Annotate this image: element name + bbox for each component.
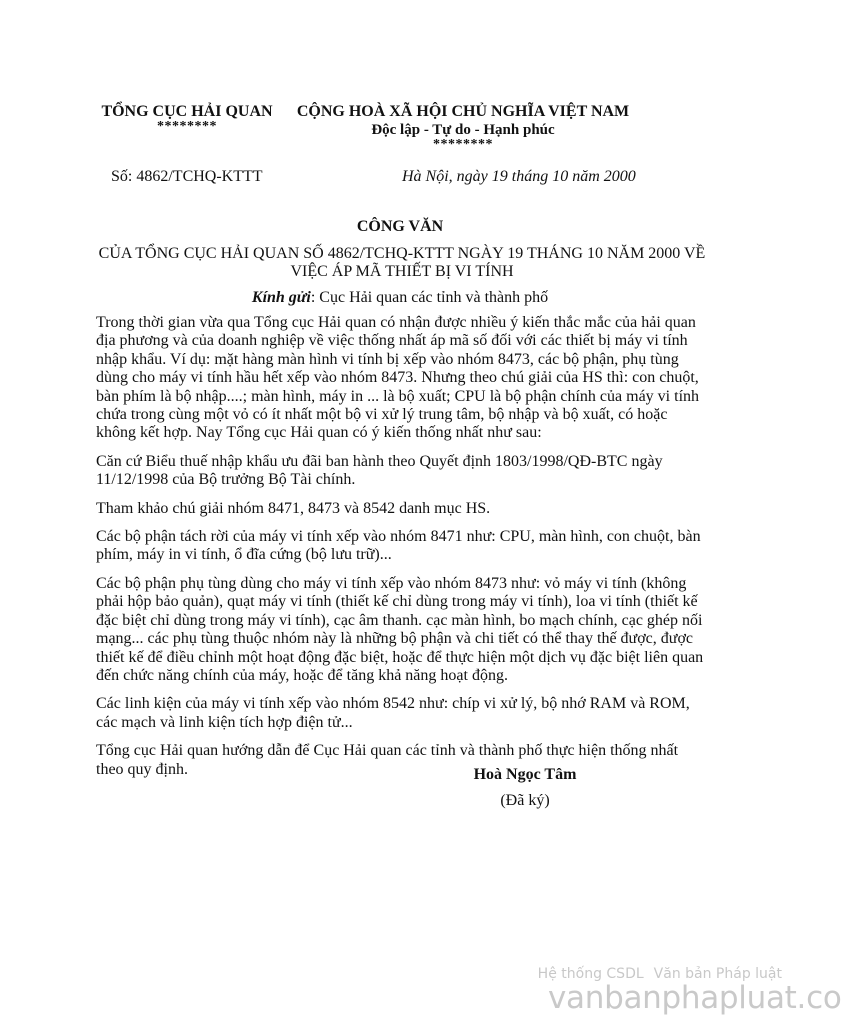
recipient-label: Kính gửi <box>251 289 311 306</box>
country-name: CỘNG HOÀ XÃ HỘI CHỦ NGHĨA VIỆT NAM <box>296 103 630 120</box>
body-paragraph: Tổng cục Hải quan hướng dẫn để Cục Hải quan các tỉnh và thành phố thực hiện thống nhất theo quy định. <box>96 742 679 778</box>
body-paragraph: Các linh kiện của máy vi tính xếp vào nhóm 8542 như: chíp vi xử lý, bộ nhớ RAM và ROM, các mạch và linh kiện tích hợp điện tử... <box>96 695 690 731</box>
body-paragraph: Các bộ phận tách rời của máy vi tính xếp vào nhóm 8471 như: CPU, màn hình, con chuột, bàn phím, máy in vi tính, ổ đĩa cứng (bộ lưu trữ)... <box>96 528 701 564</box>
document-number: Số: 4862/TCHQ-KTTT <box>111 168 263 185</box>
watermark-site: vanbanphapluat.co <box>548 980 842 1016</box>
body-paragraph: Căn cứ Biểu thuế nhập khẩu ưu đãi ban hành theo Quyết định 1803/1998/QĐ-BTC ngày 11/12/1998 của Bộ trưởng Bộ Tài chính. <box>96 452 663 489</box>
recipient-line <box>0 289 800 307</box>
signature-status: (Đã ký) <box>500 792 550 809</box>
signer-name: Hoà Ngọc Tâm <box>473 766 577 783</box>
document-date: Hà Nội, ngày 19 tháng 10 năm 2000 <box>402 168 636 185</box>
document-title: CỦA TỔNG CỤC HẢI QUAN SỐ 4862/TCHQ-KTTT NGÀY 19 THÁNG 10 NĂM 2000 VỀ VIỆC ÁP MÃ THIẾT BỊ VI TÍNH <box>98 245 706 280</box>
body-paragraph: Các bộ phận phụ tùng dùng cho máy vi tính xếp vào nhóm 8473 như: vỏ máy vi tính (không phải hộp bảo quản), quạt máy vi tính (thiết kế chỉ dùng trong máy vi tính), loa vi tính (thiết kế đặc biệt chỉ dùng trong máy vi tính), cạc âm thanh. cạc màn hình, bo mạch chính, cạc ghép nối mạng... các phụ tùng thuộc nhóm này là những bộ phận và chi tiết có thể thay thế được, được thiết kế để điều chỉnh một hoạt động đặc biệt, hoặc để thực hiện một dịch vụ đặc biệt liên quan đến chức năng chính của máy, hoặc để tăng khả năng hoạt động. <box>96 574 704 684</box>
body-paragraph: Trong thời gian vừa qua Tổng cục Hải quan có nhận được nhiều ý kiến thắc mắc của hải quan địa phương và của doanh nghiệp về việc thống nhất áp mã số đối với các thiết bị máy vi tính nhập khẩu. Ví dụ: mặt hàng màn hình vi tính bị xếp vào nhóm 8473, các bộ phận, phụ tùng dùng cho máy vi tính hầu hết xếp vào nhóm 8473. Nhưng theo chú giải của HS thì: con chuột, bàn phím là bộ nhập....; màn hình, máy in ... là bộ xuất; CPU là bộ phận chính của máy vi tính chứa trong cùng một vỏ có ít nhất một bộ vi xử lý trung tâm, bộ nhập và bộ xuất, có hoặc không kết hợp. Nay Tổng cục Hải quan có ý kiến thống nhất như sau: <box>96 314 700 442</box>
motto-separator: ******** <box>433 137 493 152</box>
recipient-text: : Cục Hải quan các tỉnh và thành phố <box>310 289 549 306</box>
body-paragraph: Tham khảo chú giải nhóm 8471, 8473 và 8542 danh mục HS. <box>96 499 491 517</box>
national-motto-block <box>292 102 634 151</box>
national-motto: Độc lập - Tự do - Hạnh phúc <box>371 122 555 138</box>
agency-separator: ******** <box>157 119 217 134</box>
document-body <box>96 314 708 789</box>
watermark-tagline-a: Hệ thống CSDL <box>537 966 644 982</box>
issuing-agency-block <box>98 102 276 133</box>
watermark-tagline-b: Văn bản Pháp luật <box>653 966 782 982</box>
document-type: CÔNG VĂN <box>356 218 444 235</box>
issuing-agency: TỔNG CỤC HẢI QUAN <box>101 103 273 120</box>
